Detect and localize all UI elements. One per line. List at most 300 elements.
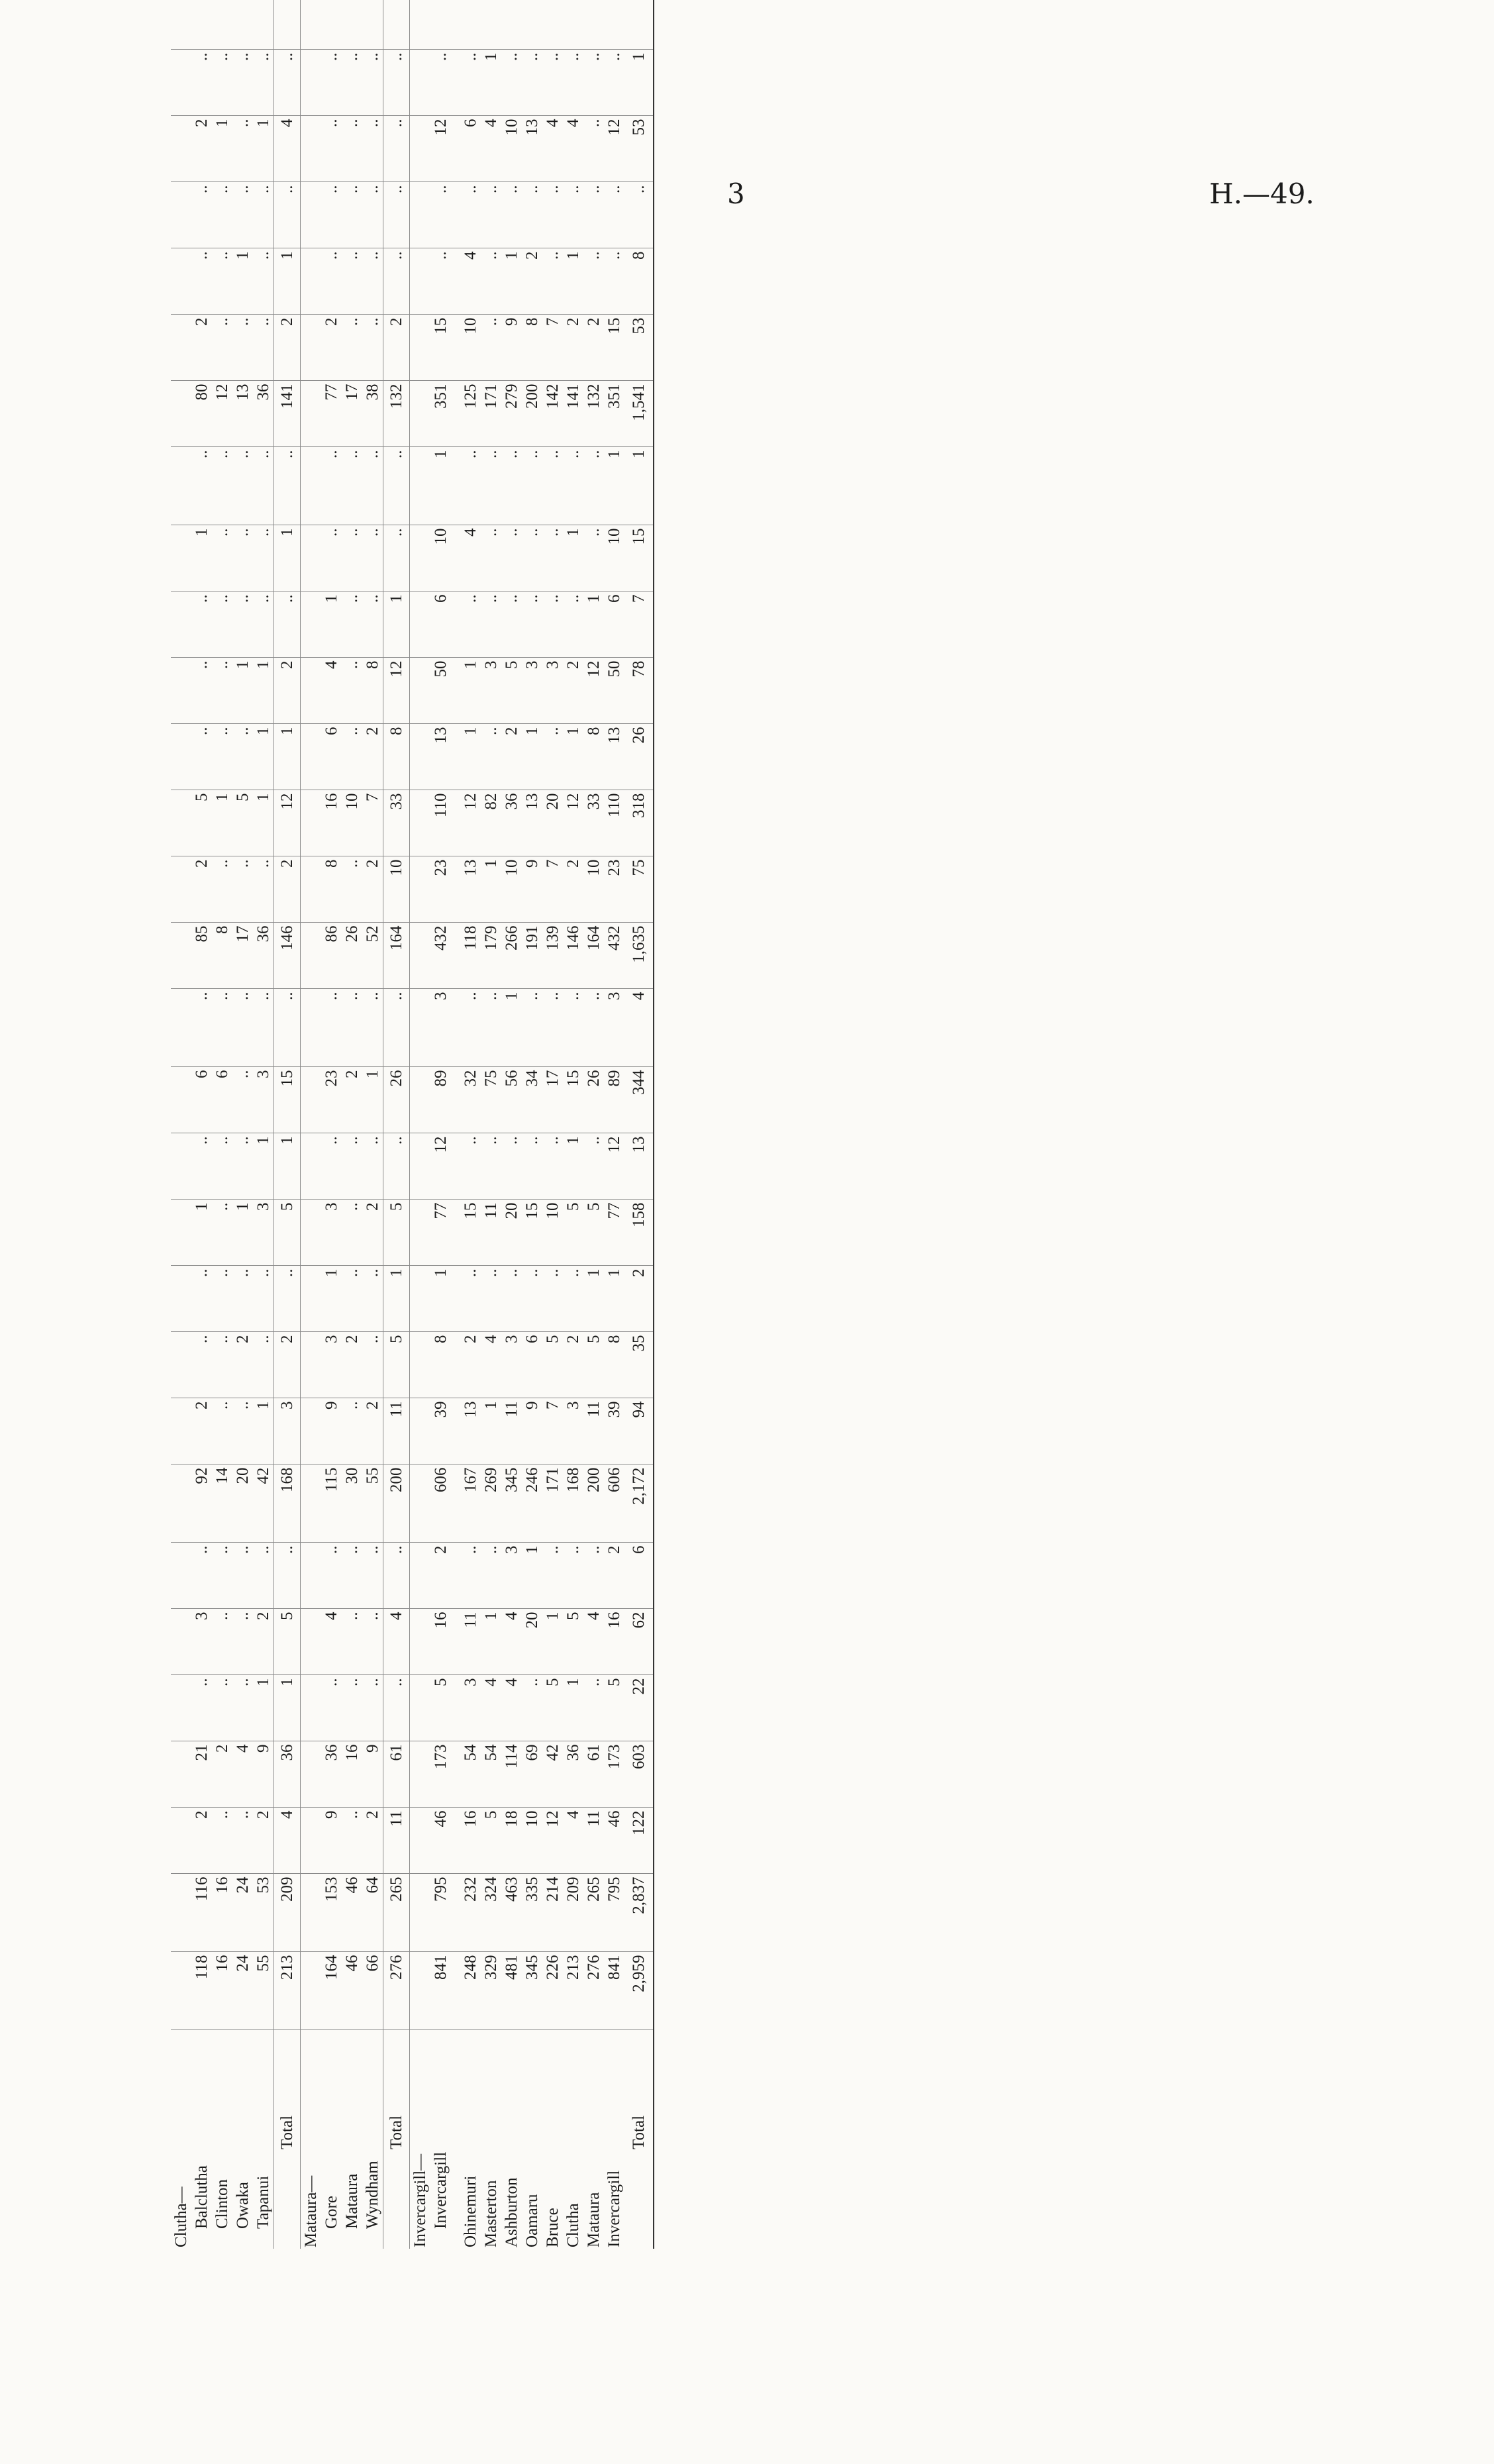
table-cell xyxy=(171,923,191,989)
table-cell: 1 xyxy=(232,1200,253,1266)
table-cell: 24 xyxy=(232,1874,253,1952)
table-cell: 4 xyxy=(460,525,481,591)
table-cell: 39 xyxy=(604,1398,624,1464)
table-cell: 1 xyxy=(383,591,410,658)
table-cell xyxy=(410,1543,431,1609)
table-cell: 1 xyxy=(522,724,542,790)
table-cell: 61 xyxy=(383,1741,410,1808)
table-cell: 10 xyxy=(460,315,481,381)
spacer-row xyxy=(451,0,460,2249)
table-cell: .. xyxy=(253,989,274,1067)
table-cell: .. xyxy=(232,525,253,591)
table-cell: .. xyxy=(253,315,274,381)
table-row xyxy=(501,0,522,2249)
table-cell: 8 xyxy=(522,315,542,381)
table-cell: 115 xyxy=(321,1464,342,1543)
table-cell: 14 xyxy=(212,1464,232,1543)
table-cell: .. xyxy=(274,50,301,116)
table-cell xyxy=(171,0,191,50)
document-code: H.—49. xyxy=(1209,178,1315,210)
table-cell xyxy=(171,1675,191,1741)
table-cell xyxy=(583,0,604,50)
table-cell: .. xyxy=(522,447,542,525)
table-cell: .. xyxy=(232,1067,253,1133)
table-cell: 20 xyxy=(542,790,563,856)
table-row xyxy=(430,0,451,2249)
table-cell: .. xyxy=(460,1266,481,1332)
table-cell: .. xyxy=(563,1543,583,1609)
table-cell: 5 xyxy=(583,1332,604,1398)
table-cell: .. xyxy=(563,1266,583,1332)
table-cell: .. xyxy=(232,1266,253,1332)
table-cell: 36 xyxy=(563,1741,583,1808)
table-cell: 94 xyxy=(624,1398,654,1464)
table-cell xyxy=(624,0,654,50)
table-cell xyxy=(171,1133,191,1200)
table-cell xyxy=(171,724,191,790)
table-cell: .. xyxy=(501,1266,522,1332)
table-cell: 1 xyxy=(522,1543,542,1609)
table-cell: 153 xyxy=(321,1874,342,1952)
table-cell: 3 xyxy=(274,1398,301,1464)
table-cell: 11 xyxy=(481,1200,501,1266)
table-cell: .. xyxy=(232,989,253,1067)
table-cell: 118 xyxy=(191,1952,212,2030)
table-cell: 23 xyxy=(430,856,451,923)
table-cell: 1 xyxy=(604,447,624,525)
table-cell: 20 xyxy=(501,1200,522,1266)
table-cell: 1 xyxy=(232,658,253,724)
table-cell: 64 xyxy=(362,1874,383,1952)
table-cell: 3 xyxy=(481,658,501,724)
row-label: Ashburton xyxy=(503,2177,521,2247)
table-cell: 2 xyxy=(362,1808,383,1874)
table-cell: .. xyxy=(342,50,362,116)
table-cell: 20 xyxy=(522,1609,542,1675)
table-cell: 1 xyxy=(274,1133,301,1200)
table-cell: 46 xyxy=(604,1808,624,1874)
table-cell xyxy=(301,923,322,989)
table-cell xyxy=(171,1266,191,1332)
table-cell: 15 xyxy=(460,1200,481,1266)
table-cell: 269 xyxy=(481,1464,501,1543)
table-cell xyxy=(451,1266,460,1332)
table-cell xyxy=(451,1874,460,1952)
table-cell: 1 xyxy=(274,248,301,315)
table-cell: .. xyxy=(212,315,232,381)
table-cell: 26 xyxy=(383,1067,410,1133)
table-cell: 5 xyxy=(274,1609,301,1675)
table-cell: 168 xyxy=(563,1464,583,1543)
table-cell xyxy=(451,1200,460,1266)
table-cell: 164 xyxy=(321,1952,342,2030)
table-cell: 8 xyxy=(430,1332,451,1398)
table-cell: 46 xyxy=(342,1874,362,1952)
table-cell: 1 xyxy=(624,50,654,116)
table-cell xyxy=(301,525,322,591)
table-cell xyxy=(171,658,191,724)
table-cell: .. xyxy=(342,315,362,381)
table-row xyxy=(253,0,274,2249)
table-cell: 30 xyxy=(342,1464,362,1543)
table-cell xyxy=(451,724,460,790)
table-cell: 1 xyxy=(362,1067,383,1133)
table-cell: 16 xyxy=(460,1808,481,1874)
table-cell xyxy=(451,182,460,248)
table-cell: 82 xyxy=(481,790,501,856)
table-cell: .. xyxy=(542,525,563,591)
table-cell xyxy=(451,0,460,50)
table-cell: .. xyxy=(212,1266,232,1332)
table-cell: .. xyxy=(191,447,212,525)
table-cell xyxy=(410,50,431,116)
table-cell: .. xyxy=(212,1200,232,1266)
table-cell: 2,172 xyxy=(624,1464,654,1543)
table-cell xyxy=(301,658,322,724)
table-cell: 13 xyxy=(522,116,542,182)
table-cell: 463 xyxy=(501,1874,522,1952)
table-cell: .. xyxy=(253,1332,274,1398)
table-cell xyxy=(451,989,460,1067)
table-cell xyxy=(410,1067,431,1133)
table-cell: 4 xyxy=(542,116,563,182)
table-cell: 11 xyxy=(383,1808,410,1874)
table-cell: 8 xyxy=(383,724,410,790)
table-cell: .. xyxy=(460,989,481,1067)
table-cell: .. xyxy=(232,1808,253,1874)
table-cell: 9 xyxy=(253,1741,274,1808)
table-cell: 12 xyxy=(212,381,232,447)
table-cell: 2,837 xyxy=(624,1874,654,1952)
table-cell: .. xyxy=(383,182,410,248)
table-cell: 841 xyxy=(430,1952,451,2030)
table-cell: 171 xyxy=(542,1464,563,1543)
table-cell: 1 xyxy=(481,1398,501,1464)
row-label: Total xyxy=(383,2030,410,2249)
table-cell: 4 xyxy=(481,1675,501,1741)
table-cell xyxy=(171,1398,191,1464)
table-cell: 55 xyxy=(362,1464,383,1543)
table-cell: 12 xyxy=(383,658,410,724)
table-cell xyxy=(460,0,481,50)
table-cell: .. xyxy=(212,1609,232,1675)
table-cell: 141 xyxy=(563,381,583,447)
table-cell: .. xyxy=(253,1543,274,1609)
table-cell: 1 xyxy=(563,1675,583,1741)
table-cell: 15 xyxy=(624,525,654,591)
table-cell: 55 xyxy=(253,1952,274,2030)
table-cell: 276 xyxy=(383,1952,410,2030)
table-cell: 1 xyxy=(191,525,212,591)
table-cell: 164 xyxy=(583,923,604,989)
table-cell: 1 xyxy=(253,658,274,724)
table-cell: 114 xyxy=(501,1741,522,1808)
table-cell: .. xyxy=(542,50,563,116)
table-cell: 2 xyxy=(563,658,583,724)
table-cell: .. xyxy=(362,1609,383,1675)
table-cell: 2 xyxy=(383,315,410,381)
table-cell: .. xyxy=(232,315,253,381)
table-cell: 344 xyxy=(624,1067,654,1133)
table-cell: 17 xyxy=(342,381,362,447)
table-cell: 17 xyxy=(232,923,253,989)
table-cell: .. xyxy=(191,1675,212,1741)
table-cell: 4 xyxy=(583,1609,604,1675)
table-cell xyxy=(410,1675,431,1741)
table-cell: 8 xyxy=(362,658,383,724)
table-cell: 2 xyxy=(563,856,583,923)
table-cell: .. xyxy=(383,116,410,182)
table-cell: 5 xyxy=(481,1808,501,1874)
table-cell: 75 xyxy=(481,1067,501,1133)
table-cell: 141 xyxy=(274,381,301,447)
table-cell: 11 xyxy=(383,1398,410,1464)
table-cell: 3 xyxy=(321,1332,342,1398)
table-cell: 3 xyxy=(460,1675,481,1741)
table-cell: 1,635 xyxy=(624,923,654,989)
table-cell: 13 xyxy=(232,381,253,447)
table-row xyxy=(321,0,342,2249)
table-cell: .. xyxy=(212,1332,232,1398)
table-cell: .. xyxy=(522,525,542,591)
table-cell: .. xyxy=(342,1398,362,1464)
table-cell: 3 xyxy=(542,658,563,724)
table-cell xyxy=(451,1543,460,1609)
table-cell: 1 xyxy=(481,1609,501,1675)
table-row xyxy=(232,0,253,2249)
table-cell: 4 xyxy=(481,116,501,182)
table-cell: 2 xyxy=(460,1332,481,1398)
table-cell: .. xyxy=(583,116,604,182)
table-cell xyxy=(410,989,431,1067)
table-cell: 4 xyxy=(232,1741,253,1808)
table-cell: .. xyxy=(563,50,583,116)
table-cell: .. xyxy=(232,1609,253,1675)
table-cell xyxy=(274,0,301,50)
table-cell: .. xyxy=(232,591,253,658)
table-cell: 21 xyxy=(191,1741,212,1808)
table-cell xyxy=(301,591,322,658)
table-cell xyxy=(301,1133,322,1200)
table-cell: 171 xyxy=(481,381,501,447)
table-cell: .. xyxy=(212,182,232,248)
table-cell: 12 xyxy=(583,658,604,724)
table-cell: 4 xyxy=(274,116,301,182)
table-cell: .. xyxy=(191,591,212,658)
table-cell: 11 xyxy=(583,1808,604,1874)
table-row xyxy=(362,0,383,2249)
table-cell: 20 xyxy=(232,1464,253,1543)
table-cell: .. xyxy=(460,1543,481,1609)
table-cell: .. xyxy=(583,182,604,248)
table-cell: 4 xyxy=(501,1675,522,1741)
table-cell xyxy=(171,1808,191,1874)
table-cell: .. xyxy=(563,591,583,658)
table-cell: 1 xyxy=(460,724,481,790)
table-cell: 36 xyxy=(274,1741,301,1808)
table-cell: .. xyxy=(542,989,563,1067)
table-cell: 226 xyxy=(542,1952,563,2030)
table-cell xyxy=(171,447,191,525)
table-row xyxy=(542,0,563,2249)
table-cell: .. xyxy=(274,989,301,1067)
table-cell: 7 xyxy=(542,1398,563,1464)
table-cell: 15 xyxy=(563,1067,583,1133)
table-cell xyxy=(301,1741,322,1808)
row-label: Balclutha xyxy=(193,2165,211,2229)
table-cell: 89 xyxy=(604,1067,624,1133)
table-cell: .. xyxy=(342,1543,362,1609)
table-cell: 36 xyxy=(321,1741,342,1808)
table-cell: .. xyxy=(274,591,301,658)
table-cell: 132 xyxy=(583,381,604,447)
table-cell: 6 xyxy=(522,1332,542,1398)
table-cell xyxy=(171,50,191,116)
table-cell: .. xyxy=(191,248,212,315)
table-cell: 77 xyxy=(430,1200,451,1266)
table-cell: .. xyxy=(342,1266,362,1332)
table-cell xyxy=(171,248,191,315)
table-cell: 1 xyxy=(274,724,301,790)
table-cell: 345 xyxy=(522,1952,542,2030)
table-cell: .. xyxy=(342,182,362,248)
table-cell: .. xyxy=(362,50,383,116)
table-cell: 5 xyxy=(430,1675,451,1741)
table-cell: .. xyxy=(212,50,232,116)
table-cell: .. xyxy=(342,248,362,315)
table-cell: 2 xyxy=(274,1332,301,1398)
table-cell: .. xyxy=(362,315,383,381)
table-cell: 50 xyxy=(430,658,451,724)
table-cell: 7 xyxy=(542,315,563,381)
table-cell xyxy=(171,315,191,381)
table-cell xyxy=(410,447,431,525)
row-label: Mataura— xyxy=(302,2175,320,2247)
table-cell: 50 xyxy=(604,658,624,724)
table-cell: 4 xyxy=(383,1609,410,1675)
table-row xyxy=(191,0,212,2249)
table-cell: 2 xyxy=(253,1808,274,1874)
table-cell: 42 xyxy=(542,1741,563,1808)
table-cell: 12 xyxy=(460,790,481,856)
table-cell: 2 xyxy=(624,1266,654,1332)
table-cell: 1 xyxy=(460,658,481,724)
table-cell: 12 xyxy=(604,1133,624,1200)
table-cell: 6 xyxy=(191,1067,212,1133)
row-label: Wyndham xyxy=(364,2161,381,2229)
table-cell: 15 xyxy=(274,1067,301,1133)
table-cell: 1 xyxy=(542,1609,563,1675)
table-cell: .. xyxy=(481,1133,501,1200)
subtotal-row xyxy=(274,0,301,2249)
table-cell: .. xyxy=(212,1675,232,1741)
table-cell: 209 xyxy=(563,1874,583,1952)
table-cell: 1,541 xyxy=(624,381,654,447)
table-cell: .. xyxy=(342,116,362,182)
table-cell xyxy=(301,1874,322,1952)
table-cell: 5 xyxy=(563,1200,583,1266)
table-cell: .. xyxy=(604,248,624,315)
table-cell xyxy=(171,1464,191,1543)
table-cell: 16 xyxy=(604,1609,624,1675)
table-cell: 10 xyxy=(604,525,624,591)
table-cell: 5 xyxy=(563,1609,583,1675)
table-cell: .. xyxy=(191,1133,212,1200)
row-label: Ohinemuri xyxy=(462,2175,479,2247)
table-cell: 265 xyxy=(383,1874,410,1952)
row-label: Bruce xyxy=(544,2208,562,2247)
table-cell xyxy=(171,1067,191,1133)
table-cell: .. xyxy=(583,1675,604,1741)
table-cell xyxy=(410,1952,431,2030)
table-row xyxy=(342,0,362,2249)
table-cell: 3 xyxy=(563,1398,583,1464)
table-cell: 36 xyxy=(501,790,522,856)
table-cell: 3 xyxy=(604,989,624,1067)
table-cell: 10 xyxy=(501,116,522,182)
table-cell: 77 xyxy=(604,1200,624,1266)
table-cell xyxy=(171,1543,191,1609)
table-cell: 36 xyxy=(253,923,274,989)
table-cell: .. xyxy=(191,1266,212,1332)
table-cell xyxy=(410,315,431,381)
table-cell: 1 xyxy=(430,1266,451,1332)
page-number: 3 xyxy=(727,178,745,210)
table-cell: .. xyxy=(212,724,232,790)
table-cell: 2 xyxy=(191,315,212,381)
row-label: Invercargill xyxy=(432,2151,450,2229)
table-cell: .. xyxy=(212,1808,232,1874)
table-cell: 15 xyxy=(522,1200,542,1266)
table-cell: 2 xyxy=(362,856,383,923)
table-cell: 2 xyxy=(191,116,212,182)
table-cell: 6 xyxy=(430,591,451,658)
table-cell: 213 xyxy=(563,1952,583,2030)
table-cell xyxy=(451,525,460,591)
table-cell: 110 xyxy=(430,790,451,856)
table-cell: 10 xyxy=(501,856,522,923)
table-cell xyxy=(410,1741,431,1808)
table-cell: .. xyxy=(362,248,383,315)
table-cell xyxy=(451,248,460,315)
table-cell: .. xyxy=(232,447,253,525)
table-cell: 18 xyxy=(501,1808,522,1874)
table-cell: 125 xyxy=(460,381,481,447)
table-cell: 3 xyxy=(501,1543,522,1609)
table-cell xyxy=(301,447,322,525)
table-cell: .. xyxy=(342,1675,362,1741)
table-cell: .. xyxy=(274,1543,301,1609)
table-cell: .. xyxy=(321,182,342,248)
table-cell: 2 xyxy=(191,1398,212,1464)
table-cell: .. xyxy=(362,182,383,248)
table-row xyxy=(583,0,604,2249)
table-cell xyxy=(410,1266,431,1332)
table-cell: 173 xyxy=(604,1741,624,1808)
table-cell xyxy=(451,1609,460,1675)
table-cell: .. xyxy=(522,989,542,1067)
table-cell: .. xyxy=(342,447,362,525)
table-cell: .. xyxy=(583,525,604,591)
table-cell: 2 xyxy=(212,1741,232,1808)
table-cell: 841 xyxy=(604,1952,624,2030)
table-cell: .. xyxy=(321,1133,342,1200)
table-cell: .. xyxy=(274,447,301,525)
table-cell: .. xyxy=(481,447,501,525)
table-cell: 75 xyxy=(624,856,654,923)
table-cell: .. xyxy=(383,1133,410,1200)
table-cell: .. xyxy=(212,658,232,724)
